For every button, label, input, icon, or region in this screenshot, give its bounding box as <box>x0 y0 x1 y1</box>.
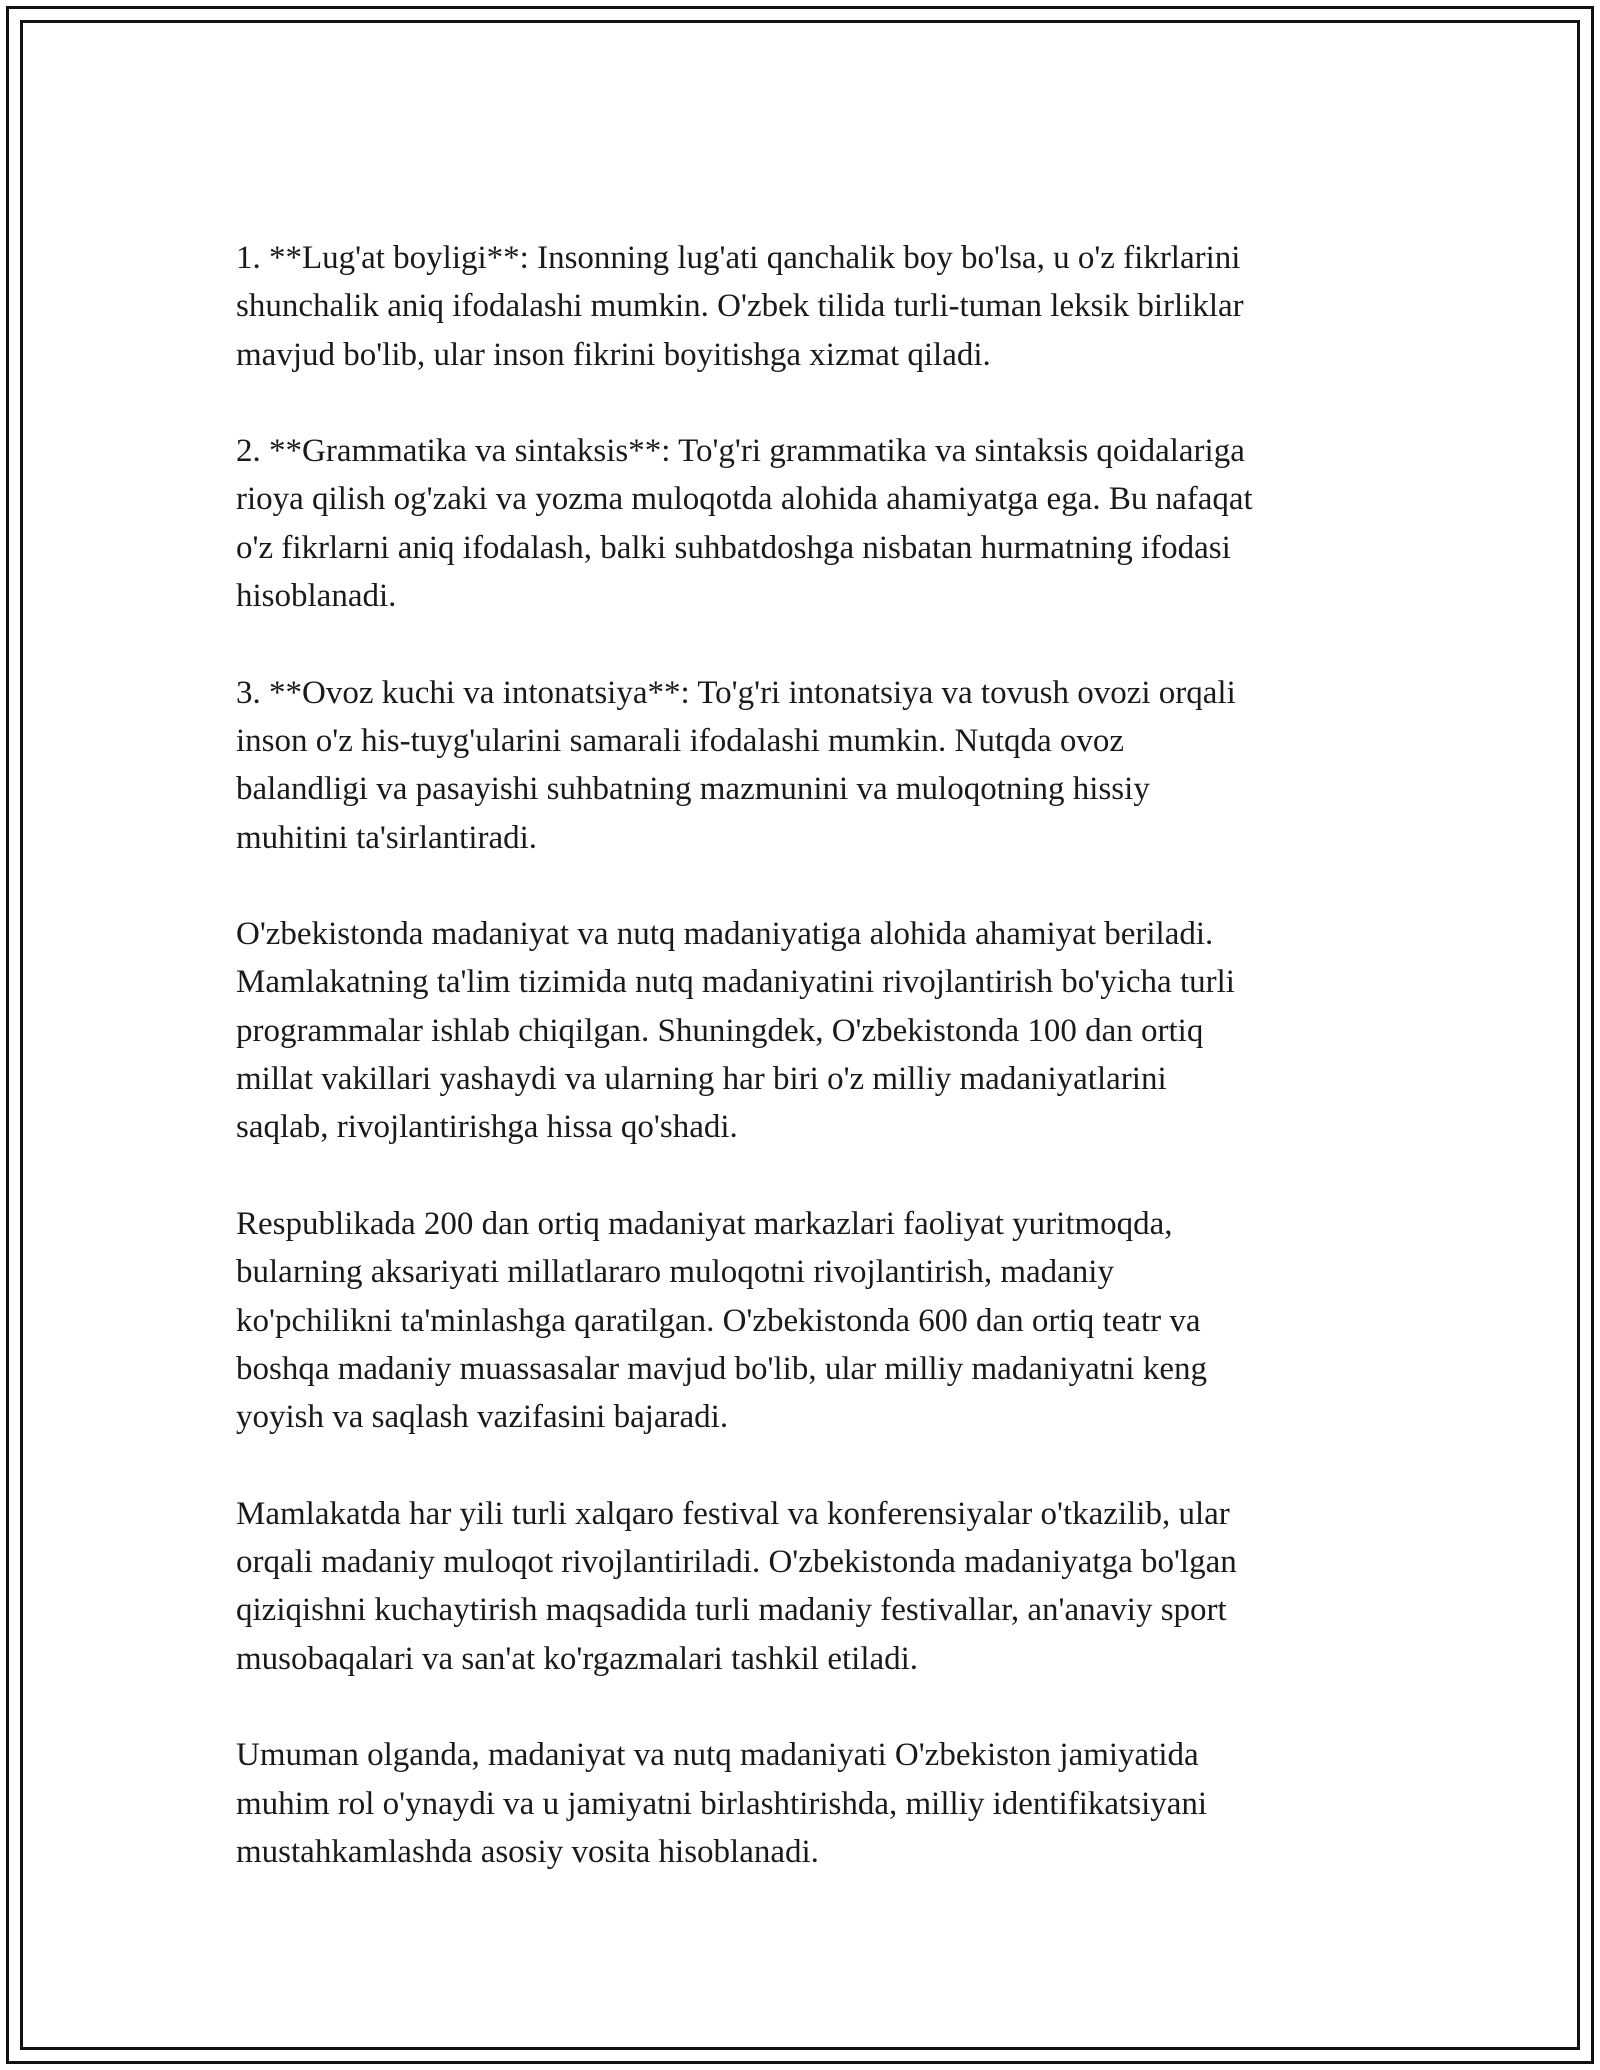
text-line: Respublikada 200 dan ortiq madaniyat markazlari faoliyat yuritmoqda, <box>236 1205 1173 1242</box>
text-line: musobaqalari va san'at ko'rgazmalari tashkil etiladi. <box>236 1640 919 1677</box>
text-line: saqlab, rivojlantirishga hissa qo'shadi. <box>236 1109 738 1146</box>
text-line: shunchalik aniq ifodalashi mumkin. O'zbek tilida turli-tuman leksik birliklar <box>236 288 1244 325</box>
text-line: Mamlakatda har yili turli xalqaro festival va konferensiyalar o'tkazilib, ular <box>236 1495 1230 1532</box>
text-line: O'zbekistonda madaniyat va nutq madaniyatiga alohida ahamiyat beriladi. <box>236 916 1214 953</box>
paragraph-5 <box>236 1200 1396 1441</box>
text-line: yoyish va saqlash vazifasini bajaradi. <box>236 1399 729 1436</box>
text-line: balandligi va pasayishi suhbatning mazmunini va muloqotning hissiy <box>236 771 1150 808</box>
text-line: 2. **Grammatika va sintaksis**: To'g'ri grammatika va sintaksis qoidalariga <box>236 433 1245 470</box>
text-line: o'z fikrlarni aniq ifodalash, balki suhbatdoshga nisbatan hurmatning ifodasi <box>236 529 1231 566</box>
text-line: inson o'z his-tuyg'ularini samarali ifodalashi mumkin. Nutqda ovoz <box>236 722 1125 759</box>
text-line: boshqa madaniy muassasalar mavjud bo'lib, ular milliy madaniyatni keng <box>236 1350 1207 1387</box>
text-line: rioya qilish og'zaki va yozma muloqotda alohida ahamiyatga ega. Bu nafaqat <box>236 481 1253 518</box>
text-line: 3. **Ovoz kuchi va intonatsiya**: To'g'ri intonatsiya va tovush ovozi orqali <box>236 674 1236 711</box>
paragraph-6 <box>236 1490 1396 1683</box>
text-line: millat vakillari yashaydi va ularning har biri o'z milliy madaniyatlarini <box>236 1061 1167 1098</box>
text-line: mavjud bo'lib, ular inson fikrini boyitishga xizmat qiladi. <box>236 336 991 373</box>
document-body <box>236 234 1396 1876</box>
text-line: hisoblanadi. <box>236 578 397 615</box>
text-line: bularning aksariyati millatlararo muloqotni rivojlantirish, madaniy <box>236 1254 1114 1291</box>
paragraph-3 <box>236 669 1396 862</box>
text-line: programmalar ishlab chiqilgan. Shuningdek, O'zbekistonda 100 dan ortiq <box>236 1012 1204 1049</box>
text-line: mustahkamlashda asosiy vosita hisoblanadi. <box>236 1833 819 1870</box>
text-line: 1. **Lug'at boyligi**: Insonning lug'ati qanchalik boy bo'lsa, u o'z fikrlarini <box>236 240 1241 276</box>
paragraph-1 <box>236 234 1396 379</box>
paragraph-2 <box>236 427 1396 620</box>
text-line: muhim rol o'ynaydi va u jamiyatni birlashtirishda, milliy identifikatsiyani <box>236 1785 1208 1822</box>
text-line: Umuman olganda, madaniyat va nutq madaniyati O'zbekiston jamiyatida <box>236 1737 1199 1774</box>
text-line: ko'pchilikni ta'minlashga qaratilgan. O'zbekistonda 600 dan ortiq teatr va <box>236 1302 1201 1339</box>
paragraph-7 <box>236 1731 1396 1876</box>
text-line: orqali madaniy muloqot rivojlantiriladi. O'zbekistonda madaniyatga bo'lgan <box>236 1544 1237 1581</box>
text-line: qiziqishni kuchaytirish maqsadida turli madaniy festivallar, an'anaviy sport <box>236 1592 1227 1629</box>
text-line: muhitini ta'sirlantiradi. <box>236 819 538 856</box>
text-line: Mamlakatning ta'lim tizimida nutq madaniyatini rivojlantirish bo'yicha turli <box>236 964 1235 1001</box>
paragraph-4 <box>236 910 1396 1151</box>
